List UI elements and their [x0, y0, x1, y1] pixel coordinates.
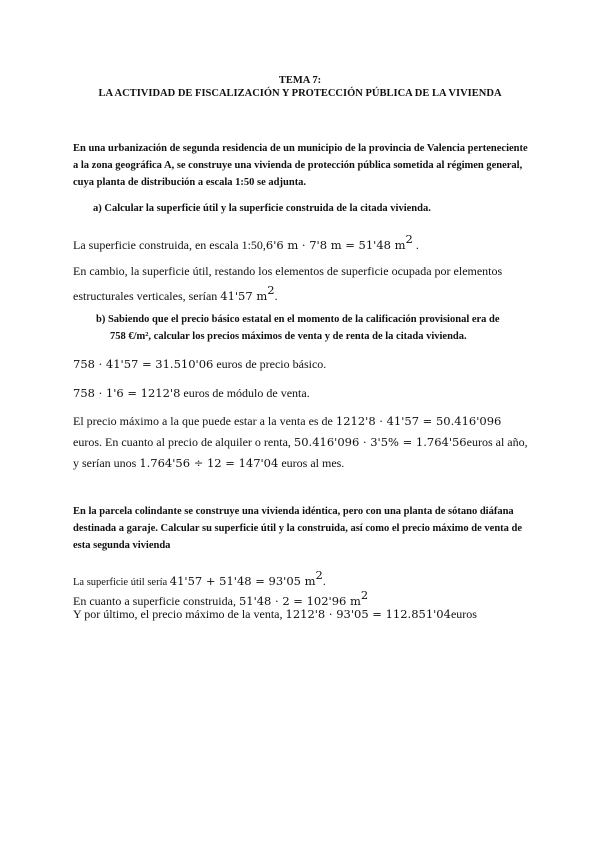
answer1-text: La superficie construida, en escala 1:50, — [73, 238, 266, 252]
p2-line2-math: 51'48 · 2 = 102'96 m — [238, 594, 361, 608]
para-text-a: El precio máximo a la que puede estar a la venta es de — [73, 414, 336, 428]
basic-price-math: 758 · 41'57 = 31.510'06 — [73, 357, 214, 371]
part-b-question-line2: 758 €/m², calcular los precios máximos de venta y de renta de la citada vivienda. — [110, 331, 467, 342]
p2-line2-exponent: 2 — [360, 588, 369, 602]
para-text-d: euros al mes. — [278, 456, 345, 470]
page-title — [40, 74, 560, 100]
sale-module-text: euros de módulo de venta. — [180, 386, 310, 400]
problem2-max-sale-price — [73, 606, 528, 622]
p2-line1-math: 41'57 + 51'48 = 93'05 m — [169, 574, 316, 588]
part-b-question-line1: b) Sabiendo que el precio básico estatal en el momento de la calificación provisional era de — [96, 314, 500, 325]
tema-subtitle: LA ACTIVIDAD DE FISCALIZACIÓN Y PROTECCIÓN PÚBLICA DE LA VIVIENDA — [98, 88, 502, 99]
p2-line1-text: La superficie útil sería — [73, 577, 170, 588]
answer1-end: . — [412, 238, 419, 252]
answer2-math: 41'57 m — [220, 289, 268, 303]
part-b-question — [96, 311, 521, 345]
para-math-3: 1.764'56 ÷ 12 = 147'04 — [139, 456, 279, 470]
p2-line2-text: En cuanto a superficie construida, — [73, 594, 239, 608]
p2-line1-end: . — [322, 574, 326, 588]
answer2-text: En cambio, la superficie útil, restando los elementos de superficie ocupada por elementos estructurales verticales, serían — [73, 264, 503, 303]
part-a-answer-useful — [73, 262, 528, 306]
answer1-exponent: 2 — [405, 232, 413, 246]
answer1-math: 6'6 m · 7'8 m = 51'48 m — [265, 238, 406, 252]
answer2-end: . — [274, 289, 278, 303]
answer2-exponent: 2 — [267, 283, 275, 297]
part-a-answer-constructed — [73, 230, 528, 255]
part-b-sale-module — [73, 384, 528, 403]
part-b-max-price-paragraph — [73, 411, 528, 474]
problem2-statement: En la parcela colindante se construye una vivienda idéntica, pero con una planta de sótano diáfana destinada a garaje. Calcular su superficie útil y la construida, así como el precio máximo de venta de esta segunda vivienda — [73, 506, 523, 551]
part-a-question: a) Calcular la superficie útil y la superficie construida de la citada vivienda. — [93, 203, 431, 214]
p2-line3-text: Y por último, el precio máximo de la venta, — [73, 607, 286, 621]
tema-heading: TEMA 7: — [278, 75, 322, 86]
sale-module-math: 758 · 1'6 = 1212'8 — [73, 386, 181, 400]
basic-price-text: euros de precio básico. — [213, 357, 327, 371]
para-text-c: euros al año, y serían unos — [73, 435, 528, 470]
p2-line3-end: euros — [450, 607, 477, 621]
p2-line3-math: 1212'8 · 93'05 = 112.851'04 — [285, 607, 451, 621]
para-math-1: 1212'8 · 41'57 = 50.416'096 — [335, 414, 502, 428]
para-math-2: 50.416'096 · 3'5% = 1.764'56 — [293, 435, 467, 449]
part-b-basic-price — [73, 355, 528, 374]
problem1-statement: En una urbanización de segunda residencia de un municipio de la provincia de Valencia perteneciente a la zona geográfica A, se construye una vivienda de protección pública sometida al régimen general, cuya planta de distribución a escala 1:50 se adjunta. — [73, 143, 528, 188]
p2-line1-exponent: 2 — [315, 568, 323, 582]
para-text-b: euros. En cuanto al precio de alquiler o renta, — [73, 435, 294, 449]
